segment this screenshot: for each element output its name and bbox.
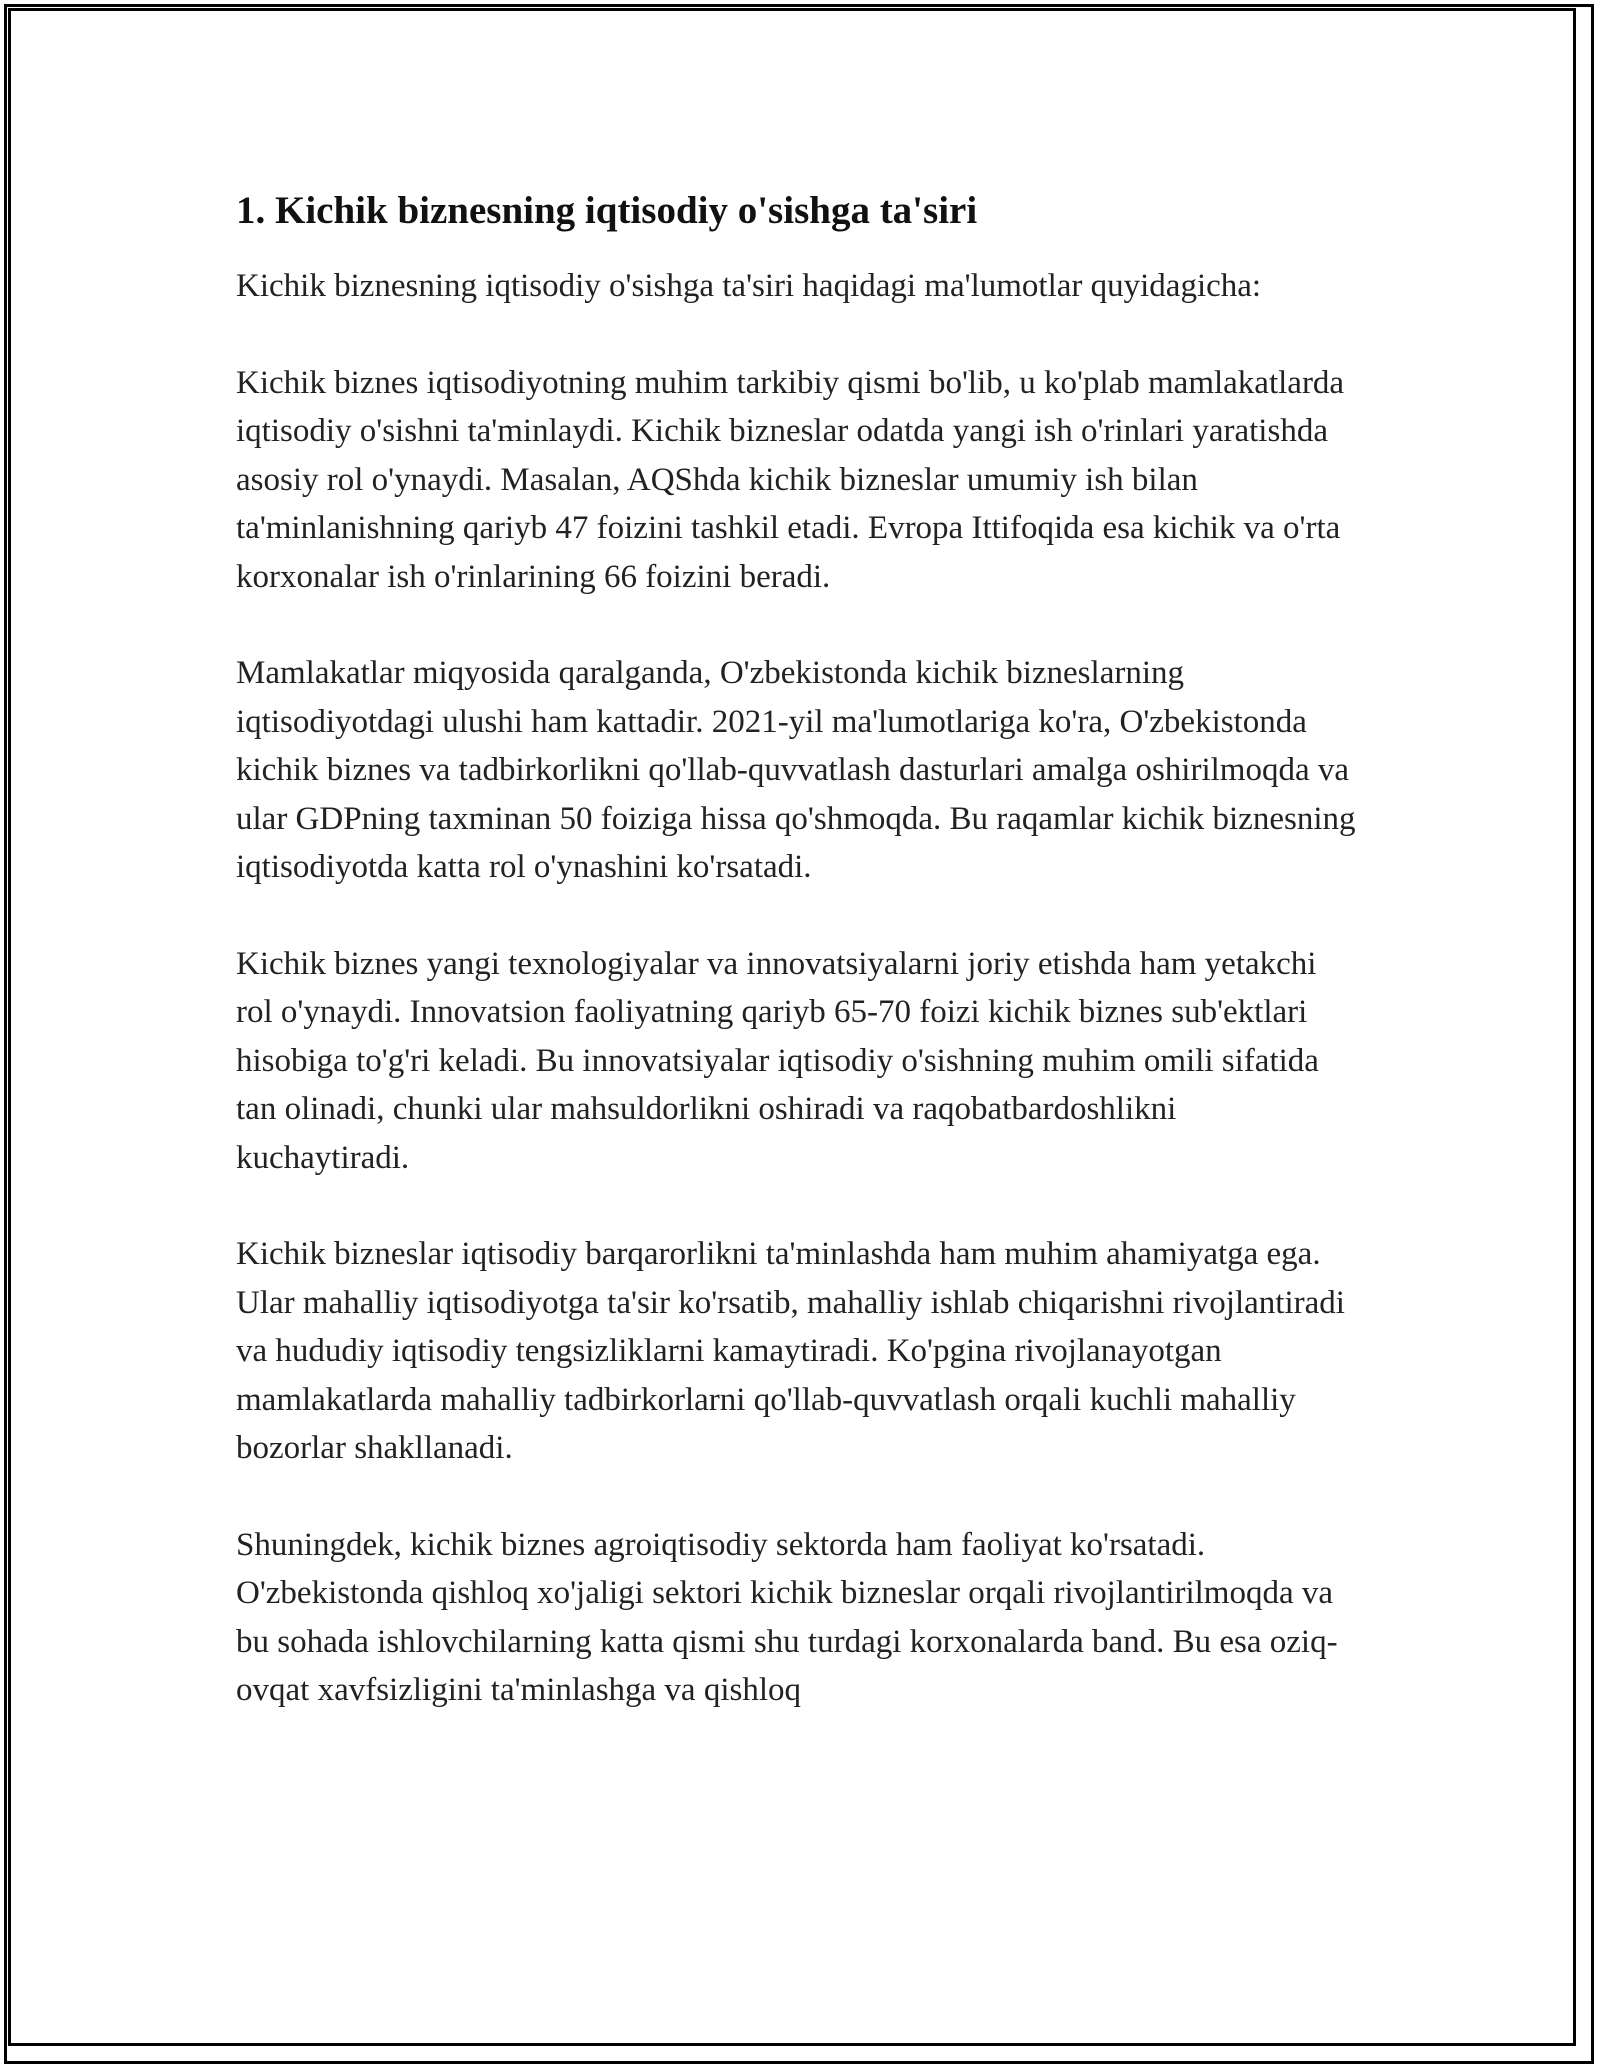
intro-paragraph: Kichik biznesning iqtisodiy o'sishga ta'siri haqidagi ma'lumotlar quyidagicha: [236, 268, 1262, 304]
paragraph-uzbekistan: Mamlakatlar miqyosida qaralganda, O'zbekistonda kichik bizneslarning iqtisodiyotdagi ulushi ham kattadir. 2021-yil ma'lumotlariga ko'ra, O'zbekistonda kichik biznes va tadbirkorlikni qo'llab-quvvatlash dasturlari amalga oshirilmoqda va ular GDPning taxminan 50 foiziga hissa qo'shmoqda. Bu raqamlar kichik biznesning iqtisodiyotda katta rol o'ynashini ko'rsatadi. [236, 655, 1356, 885]
paragraph-stability: Kichik bizneslar iqtisodiy barqarorlikni ta'minlashda ham muhim ahamiyatga ega. Ular mahalliy iqtisodiyotga ta'sir ko'rsatib, mahalliy ishlab chiqarishni rivojlantiradi va hududiy iqtisodiy tengsizliklarni kamaytiradi. Ko'pgina rivojlanayotgan mamlakatlarda mahalliy tadbirkorlarni qo'llab-quvvatlash orqali kuchli mahalliy bozorlar shakllanadi. [236, 1236, 1345, 1466]
section-heading: 1. Kichik biznesning iqtisodiy o'sishga ta'siri [236, 189, 978, 232]
paragraph-agriculture: Shuningdek, kichik biznes agroiqtisodiy sektorda ham faoliyat ko'rsatadi. O'zbekistonda qishloq xo'jaligi sektori kichik bizneslar orqali rivojlantirilmoqda va bu sohada ishlovchilarning katta qismi shu turdagi korxonalarda band. Bu esa oziq-ovqat xavfsizligini ta'minlashga va qishloq [236, 1526, 1338, 1708]
document-body [236, 186, 1356, 1763]
paragraph-innovation: Kichik biznes yangi texnologiyalar va innovatsiyalarni joriy etishda ham yetakchi rol o'ynaydi. Innovatsion faoliyatning qariyb 65-70 foizi kichik biznes sub'ektlari hisobiga to'g'ri keladi. Bu innovatsiyalar iqtisodiy o'sishning muhim omili sifatida tan olinadi, chunki ular mahsuldorlikni oshiradi va raqobatbardoshlikni kuchaytiradi. [236, 945, 1319, 1176]
paragraph-employment: Kichik biznes iqtisodiyotning muhim tarkibiy qismi bo'lib, u ko'plab mamlakatlarda iqtisodiy o'sishni ta'minlaydi. Kichik bizneslar odatda yangi ish o'rinlari yaratishda asosiy rol o'ynaydi. Masalan, AQShda kichik bizneslar umumiy ish bilan ta'minlanishning qariyb 47 foizini tashkil etadi. Evropa Ittifoqida esa kichik va o'rta korxonalar ish o'rinlarining 66 foizini beradi. [236, 364, 1345, 595]
